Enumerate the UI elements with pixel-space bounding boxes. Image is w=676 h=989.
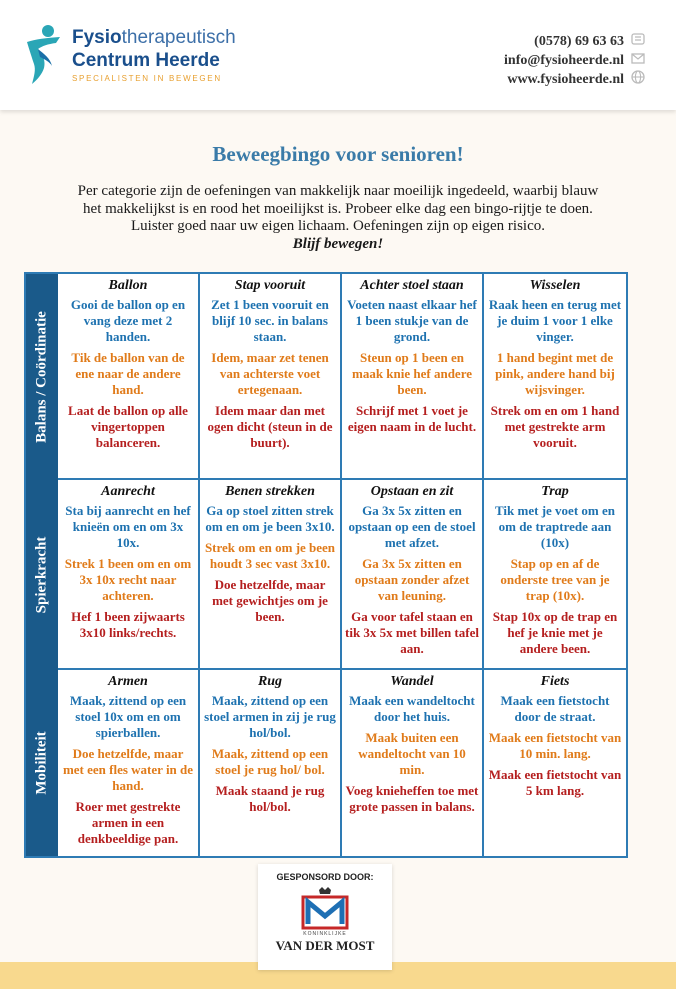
bingo-cell-fiets: Fiets Maak een fietstocht door de straat. Maak een fietstocht van 10 min. lang. Maak een fietstocht van 5 km lang. [488,674,622,798]
bingo-cell-aanrecht: Aanrecht Sta bij aanrecht en hef knieën om en om 3x 10x. Strek 1 been om en om 3x 10x recht naar achteren. Hef 1 been zijwaarts 3x10 links/rechts. [58,480,200,670]
brand-name-line2: Centrum Heerde [72,50,220,71]
page-title: Beweegbingo voor senioren! [212,142,464,166]
sponsor-card [258,864,392,970]
phone-icon [630,31,646,47]
website-address: www.fysioheerde.nl [507,72,624,87]
category-balans: Balans / Coördinatie [26,274,58,480]
phone-number: (0578) 69 63 63 [534,34,624,49]
intro-text: Per categorie zijn de oefeningen van makkelijk naar moeilijk ingedeeld, waarbij blauw het makkelijkst is en rood het moeilijkst is. Probeer elke dag een bingo-rijtje te doen. Luister goed naar uw eigen lichaam. Oefeningen zijn op eigen risico. Blijf bewegen! [22,183,654,253]
fysio-logo-icon [24,24,64,86]
bingo-cell-benen-strekken: Benen strekken Ga op stoel zitten strek om en om je been 3x10. Strek om en om je been houdt 3 sec vast 3x10. Doe hetzelfde, maar met gewichtjes om je been. [200,480,342,670]
email-address: info@fysioheerde.nl [504,53,624,68]
contact-icons [630,31,648,88]
bingo-cell-opstaan-en-zit: Opstaan en zit Ga 3x 5x zitten en opstaan op een de stoel met afzet. Ga 3x 5x zitten en opstaan zonder afzet van leuning. Ga voor tafel staan en tik 3x 5x met billen tafel aan. [342,480,484,670]
bingo-cell-stap-vooruit: Stap vooruit Zet 1 been vooruit en blijf 10 sec. in balans staan. Idem, maar zet tenen van achterste voet ertegenaan. Idem maar dan met ogen dicht (steun in de buurt). [200,274,342,480]
brand-tagline: SPECIALISTEN IN BEWEGEN [72,74,222,83]
van-der-most-logo-icon [297,886,353,930]
sponsor-name: VAN DER MOST [275,938,375,953]
bingo-cell-wisselen: Wisselen Raak heen en terug met je duim 1 voor 1 elke vinger. 1 hand begint met de pink, andere hand bij wijsvinger. Strek om en om 1 hand met gestrekte arm vooruit. [484,274,626,480]
brand-name-line1: Fysiotherapeutisch [72,27,236,48]
bingo-row-balans [58,274,626,480]
bingo-cell-ballon: Ballon Gooi de ballon op en vang deze met 2 handen. Tik de ballon van de ene naar de andere hand. Laat de ballon op alle vingertoppen balanceren. [58,274,200,480]
sponsor-small-text: KONINKLIJKE [303,931,347,937]
bingo-row-mobiliteit [58,670,626,856]
bingo-cell-wandel: Wandel Maak een wandeltocht door het huis. Maak buiten een wandeltocht van 10 min. Voeg knieheffen toe met grote passen in balans. [342,670,484,856]
contact-info [504,32,624,89]
bingo-row-spierkracht [58,480,626,670]
bingo-cell-rug: Rug Maak, zittend op een stoel armen in zij je rug hol/bol. Maak, zittend op een stoel je rug hol/ bol. Maak staand je rug hol/bol. [200,670,342,856]
sponsor-label: GESPONSORD DOOR: [276,872,374,882]
mail-icon [630,50,646,66]
globe-icon [630,69,646,85]
category-spierkracht: Spierkracht [26,480,58,670]
bingo-cell-trap: Trap Tik met je voet om en om de traptrede aan (10x) Stap op en af de onderste tree van je trap (10x). Stap 10x op de trap en hef je knie met je andere been. [484,480,626,670]
category-mobiliteit: Mobiliteit [26,670,58,856]
bingo-cell-armen: Armen Maak, zittend op een stoel 10x om en om spierballen. Doe hetzelfde, maar met een fles water in de hand. Roer met gestrekte armen in een denkbeeldige pan. [58,670,200,856]
page-header [0,0,676,110]
bingo-grid [24,272,628,858]
intro-slogan: Blijf bewegen! [292,235,384,252]
bingo-cell-achter-stoel-staan: Achter stoel staan Voeten naast elkaar hef 1 been stukje van de grond. Steun op 1 been en maak knie hef andere been. Schrijf met 1 voet je eigen naam in de lucht. [342,274,484,480]
